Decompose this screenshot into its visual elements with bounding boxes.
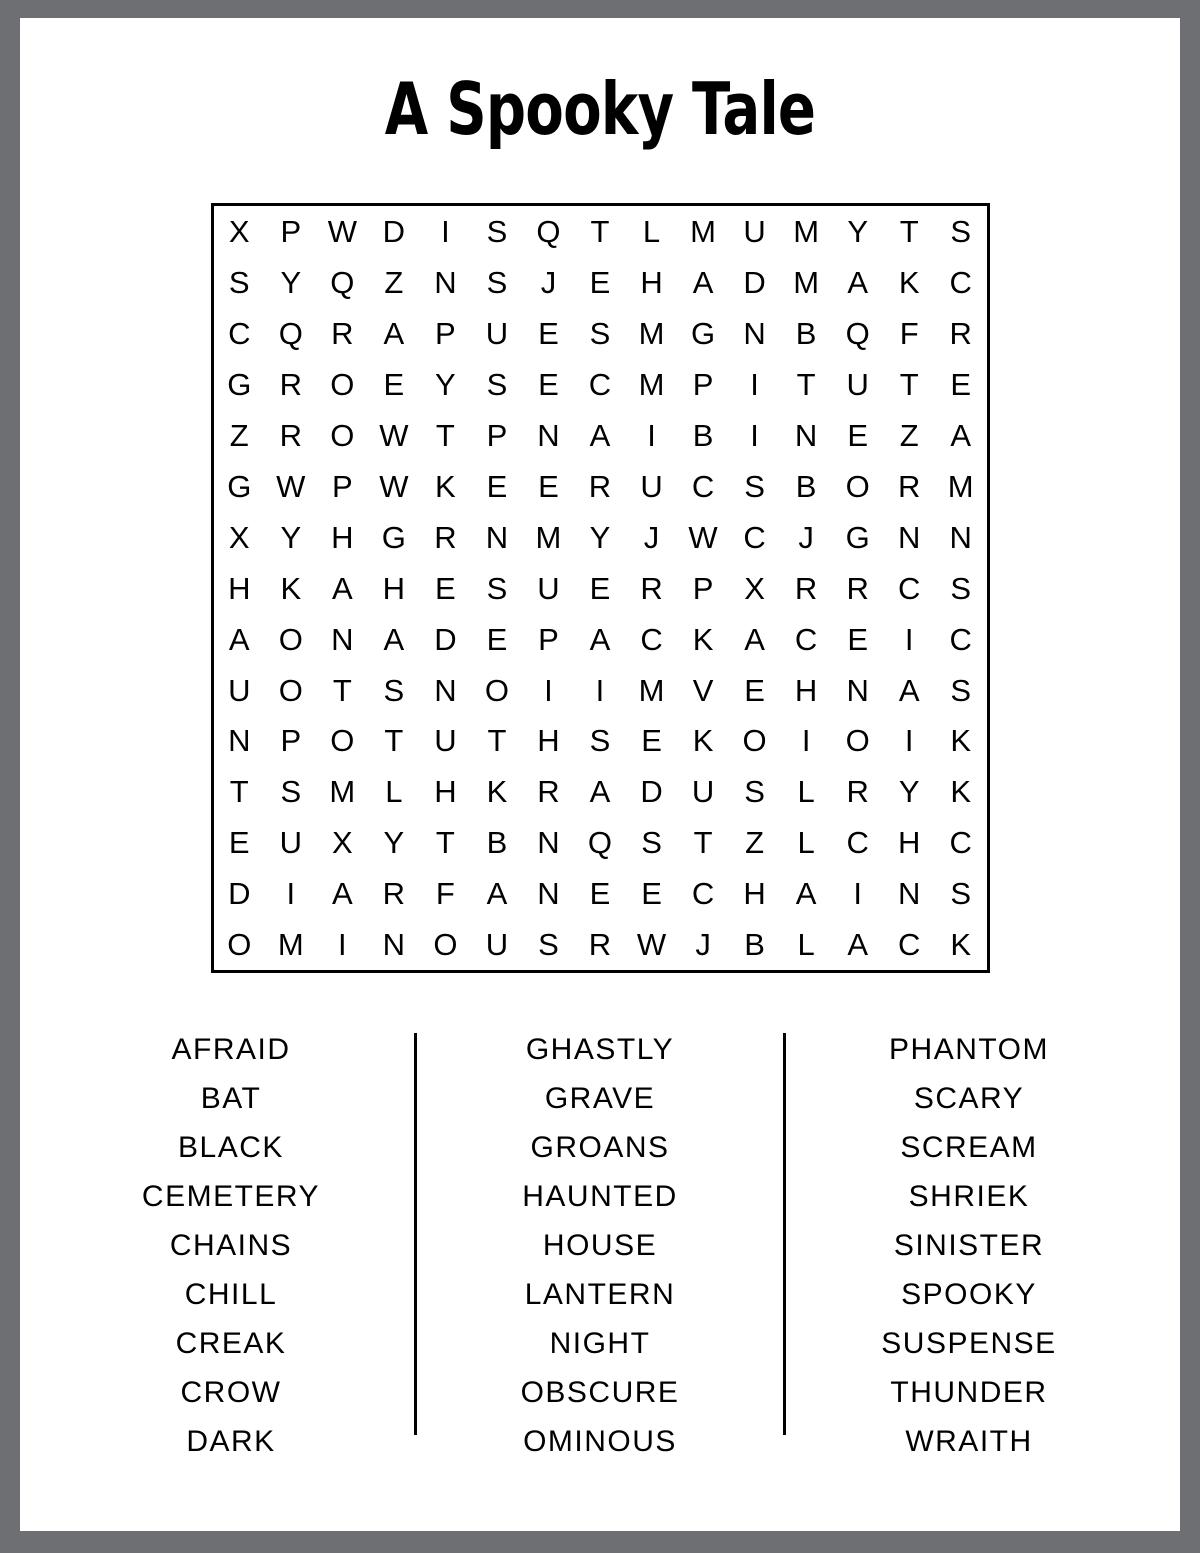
grid-cell-r1c3: W (327, 214, 357, 250)
grid-cell-r8c11: X (744, 570, 765, 606)
grid-cell-r14c10: C (691, 876, 715, 912)
grid-cell-r9c8: A (589, 621, 611, 657)
grid-cell-r11c7: H (537, 723, 560, 759)
grid-cell-r3c12: B (795, 316, 817, 352)
grid-cell-r4c11: I (750, 366, 759, 402)
grid-cell-r13c5: T (435, 825, 455, 861)
grid-cell-r4c12: T (796, 366, 816, 402)
grid-cell-r2c3: Q (330, 265, 355, 301)
grid-cell-r9c1: A (228, 621, 250, 657)
grid-cell-r4c6: S (486, 366, 508, 402)
grid-cell-r8c8: E (589, 570, 611, 606)
grid-cell-r10c4: S (383, 672, 405, 708)
grid-cell-r5c10: B (692, 417, 714, 453)
grid-cell-r3c8: S (589, 316, 611, 352)
grid-cell-r14c13: I (853, 876, 862, 912)
grid-cell-r7c8: Y (589, 519, 611, 555)
grid-cell-r11c5: U (434, 723, 457, 759)
grid-cell-r10c15: S (950, 672, 972, 708)
grid-cell-r14c2: I (286, 876, 296, 912)
grid-cell-r11c11: O (742, 723, 767, 759)
grid-cell-r4c3: O (330, 366, 355, 402)
grid-cell-r3c9: M (638, 316, 665, 352)
grid-cell-r7c13: G (845, 519, 870, 555)
grid-cell-r15c15: K (950, 927, 972, 963)
grid-cell-r15c9: W (636, 927, 667, 963)
grid-cell-r1c2: P (280, 214, 302, 250)
grid-cell-r8c9: R (640, 570, 663, 606)
grid-cell-r15c12: L (797, 927, 815, 963)
grid-cell-r8c12: R (794, 570, 818, 606)
grid-cell-r14c6: A (486, 876, 508, 912)
word-haunted: HAUNTED (522, 1180, 678, 1214)
grid-cell-r1c10: M (690, 214, 716, 250)
grid-cell-r12c6: K (486, 774, 508, 810)
word-search-grid (211, 203, 990, 973)
grid-cell-r9c6: E (486, 621, 508, 657)
grid-cell-r7c10: W (688, 519, 718, 555)
grid-cell-r12c5: H (434, 774, 457, 810)
grid-cell-r9c14: I (904, 621, 914, 657)
word-list-column-3 (786, 1025, 1152, 1466)
grid-cell-r7c3: H (331, 519, 354, 555)
grid-cell-r12c11: S (744, 774, 765, 810)
word-suspense: SUSPENSE (881, 1327, 1057, 1361)
grid-cell-r10c14: A (898, 672, 920, 708)
grid-cell-r11c4: T (384, 723, 404, 759)
grid-cell-r10c10: V (692, 672, 714, 708)
grid-cell-r15c14: C (897, 927, 921, 963)
grid-cell-r13c1: E (228, 825, 250, 861)
word-list (48, 1025, 1152, 1466)
grid-cell-r6c8: R (588, 468, 612, 504)
grid-cell-r2c7: J (540, 265, 557, 301)
grid-cell-r14c9: E (641, 876, 662, 912)
grid-cell-r15c10: J (695, 927, 711, 963)
grid-cell-r11c13: O (845, 723, 870, 759)
grid-cell-r12c3: M (329, 774, 356, 810)
grid-cell-r13c7: N (537, 825, 560, 861)
grid-cell-r5c1: Z (229, 417, 249, 453)
grid-cell-r15c8: R (588, 927, 612, 963)
grid-cell-r10c8: I (595, 672, 605, 708)
grid-cell-r7c4: G (381, 519, 406, 555)
grid-cell-r6c12: B (795, 468, 817, 504)
grid-cell-r12c12: L (797, 774, 815, 810)
grid-cell-r11c15: K (950, 723, 972, 759)
word-creak: CREAK (175, 1327, 287, 1361)
grid-cell-r15c1: O (227, 927, 252, 963)
grid-cell-r3c10: G (691, 316, 716, 352)
grid-cell-r15c11: B (744, 927, 765, 963)
grid-cell-r3c11: N (743, 316, 766, 352)
grid-cell-r4c4: E (383, 366, 405, 402)
grid-cell-r14c5: F (435, 876, 455, 912)
grid-cell-r9c3: N (331, 621, 354, 657)
grid-cell-r6c1: G (227, 468, 252, 504)
grid-cell-r4c13: U (846, 366, 869, 402)
grid-cell-r7c12: J (798, 519, 814, 555)
grid-cell-r7c5: R (434, 519, 457, 555)
grid-cell-r5c3: O (330, 417, 355, 453)
grid-cell-r11c8: S (589, 723, 611, 759)
grid-cell-r2c6: S (486, 265, 508, 301)
word-black: BLACK (178, 1131, 284, 1165)
grid-cell-r11c10: K (692, 723, 714, 759)
grid-cell-r8c13: R (846, 570, 869, 606)
grid-cell-r12c14: Y (898, 774, 920, 810)
grid-cell-r7c11: C (743, 519, 766, 555)
word-afraid: AFRAID (171, 1033, 291, 1067)
grid-cell-r1c6: S (486, 214, 508, 250)
grid-cell-r7c6: N (485, 519, 509, 555)
grid-cell-r10c2: O (278, 672, 303, 708)
grid-cell-r8c14: C (897, 570, 921, 606)
grid-cell-r1c15: S (950, 214, 972, 250)
grid-cell-r9c9: C (640, 621, 663, 657)
grid-cell-r5c8: A (589, 417, 611, 453)
grid-cell-r6c2: W (276, 468, 306, 504)
grid-cell-r11c6: T (487, 723, 507, 759)
grid-cell-r2c12: M (793, 265, 820, 301)
grid-cell-r2c13: A (847, 265, 868, 301)
grid-cell-r15c4: N (382, 927, 406, 963)
grid-cell-r5c14: Z (899, 417, 919, 453)
grid-cell-r12c1: T (229, 774, 249, 810)
word-bat: BAT (200, 1082, 262, 1116)
grid-cell-r2c8: E (589, 265, 611, 301)
grid-cell-r4c14: T (899, 366, 919, 402)
grid-cell-r9c11: A (744, 621, 765, 657)
grid-cell-r14c4: R (382, 876, 406, 912)
word-ominous: OMINOUS (523, 1425, 677, 1459)
grid-cell-r1c5: I (441, 214, 450, 250)
grid-cell-r6c6: E (486, 468, 508, 504)
grid-cell-r14c15: S (950, 876, 972, 912)
grid-cell-r8c2: K (280, 570, 302, 606)
grid-cell-r11c12: I (801, 723, 811, 759)
grid-cell-r12c4: L (385, 774, 403, 810)
grid-cell-r8c7: U (537, 570, 560, 606)
grid-cell-r8c1: H (228, 570, 251, 606)
grid-cell-r4c9: M (638, 366, 665, 402)
grid-cell-r10c13: N (846, 672, 869, 708)
grid-cell-r13c14: H (897, 825, 921, 861)
grid-cell-r13c12: L (797, 825, 815, 861)
grid-cell-r7c7: M (535, 519, 562, 555)
word-wraith: WRAITH (905, 1425, 1033, 1459)
grid-cell-r15c6: U (485, 927, 509, 963)
grid-cell-r6c10: C (691, 468, 715, 504)
word-list-column-1 (48, 1025, 414, 1466)
grid-cell-r14c1: D (228, 876, 251, 912)
grid-cell-r4c2: R (279, 366, 302, 402)
grid-cell-r6c3: P (331, 468, 353, 504)
grid-cell-r3c2: Q (278, 316, 303, 352)
grid-cell-r14c3: A (331, 876, 353, 912)
grid-cell-r2c14: K (898, 265, 920, 301)
grid-cell-r1c9: L (642, 214, 661, 250)
grid-cell-r5c2: R (279, 417, 302, 453)
word-chains: CHAINS (169, 1229, 293, 1263)
grid-cell-r8c4: H (382, 570, 406, 606)
grid-cell-r2c10: A (692, 265, 714, 301)
grid-cell-r10c7: I (544, 672, 553, 708)
grid-cell-r6c13: O (845, 468, 870, 504)
grid-cell-r14c7: N (537, 876, 560, 912)
grid-cell-r9c15: C (949, 621, 972, 657)
grid-cell-r10c5: N (434, 672, 457, 708)
grid-cell-r13c3: X (331, 825, 353, 861)
grid-cell-r1c11: U (743, 214, 766, 250)
grid-cell-r15c13: A (847, 927, 868, 963)
grid-cell-r1c4: D (382, 214, 406, 250)
grid-cell-r8c6: S (486, 570, 508, 606)
grid-cell-r3c3: R (331, 316, 354, 352)
word-shriek: SHRIEK (908, 1180, 1030, 1214)
word-night: NIGHT (549, 1327, 651, 1361)
grid-cell-r3c13: Q (845, 316, 870, 352)
grid-cell-r4c7: E (538, 366, 559, 402)
grid-cell-r4c8: C (588, 366, 612, 402)
grid-cell-r2c2: Y (280, 265, 302, 301)
grid-cell-r13c15: C (949, 825, 972, 861)
grid-cell-r7c2: Y (280, 519, 302, 555)
grid-cell-r8c10: P (692, 570, 714, 606)
grid-cell-r14c8: E (589, 876, 611, 912)
grid-cell-r5c4: W (379, 417, 409, 453)
grid-cell-r14c14: N (897, 876, 921, 912)
word-scream: SCREAM (900, 1131, 1038, 1165)
grid-cell-r12c15: K (950, 774, 972, 810)
grid-cell-r5c12: N (794, 417, 818, 453)
grid-cell-r3c1: C (228, 316, 251, 352)
grid-cell-r6c7: E (538, 468, 559, 504)
word-sinister: SINISTER (893, 1229, 1045, 1263)
grid-cell-r15c5: O (433, 927, 458, 963)
grid-cell-r5c7: N (537, 417, 560, 453)
word-phantom: PHANTOM (889, 1033, 1049, 1067)
grid-cell-r5c13: E (847, 417, 868, 453)
grid-cell-r3c14: F (899, 316, 919, 352)
grid-cell-r5c11: I (750, 417, 759, 453)
grid-cell-r13c13: C (846, 825, 869, 861)
grid-cell-r11c14: I (904, 723, 914, 759)
grid-cell-r2c5: N (434, 265, 457, 301)
grid-cell-r8c3: A (331, 570, 353, 606)
grid-cell-r6c9: U (640, 468, 663, 504)
word-spooky: SPOOKY (901, 1278, 1037, 1312)
grid-cell-r3c5: P (435, 316, 456, 352)
word-obscure: OBSCURE (520, 1376, 680, 1410)
grid-cell-r9c4: A (383, 621, 405, 657)
grid-cell-r4c10: P (692, 366, 714, 402)
grid-cell-r8c5: E (435, 570, 456, 606)
grid-cell-r2c15: C (949, 265, 972, 301)
grid-cell-r1c12: M (793, 214, 820, 250)
grid-cell-r7c15: N (949, 519, 972, 555)
grid-cell-r4c1: G (227, 366, 252, 402)
grid-cell-r4c15: E (950, 366, 972, 402)
grid-cell-r12c9: D (640, 774, 663, 810)
word-groans: GROANS (530, 1131, 670, 1165)
grid-cell-r7c9: J (643, 519, 660, 555)
grid-cell-r2c9: H (640, 265, 663, 301)
grid-cell-r6c14: R (897, 468, 921, 504)
word-thunder: THUNDER (890, 1376, 1048, 1410)
word-chill: CHILL (184, 1278, 278, 1312)
grid-cell-r12c2: S (280, 774, 302, 810)
grid-cell-r5c9: I (647, 417, 656, 453)
grid-cell-r12c8: A (589, 774, 611, 810)
grid-cell-r6c11: S (744, 468, 765, 504)
grid-cell-r2c4: Z (384, 265, 404, 301)
grid-cell-r9c5: D (434, 621, 457, 657)
grid-cell-r10c6: O (484, 672, 509, 708)
word-crow: CROW (180, 1376, 282, 1410)
grid-cell-r10c9: M (638, 672, 665, 708)
word-ghastly: GHASTLY (525, 1033, 675, 1067)
grid-cell-r7c14: N (897, 519, 921, 555)
word-grave: GRAVE (544, 1082, 656, 1116)
grid-cell-r10c3: T (332, 672, 352, 708)
grid-cell-r6c15: M (947, 468, 974, 504)
word-lantern: LANTERN (524, 1278, 676, 1312)
grid-cell-r14c12: A (795, 876, 817, 912)
grid-cell-r1c7: Q (536, 214, 561, 250)
grid-cell-r13c11: Z (745, 825, 765, 861)
grid-cell-r8c15: S (950, 570, 972, 606)
grid-cell-r11c2: P (280, 723, 302, 759)
puzzle-page (20, 18, 1180, 1531)
grid-cell-r15c2: M (277, 927, 304, 963)
grid-cell-r3c7: E (538, 316, 559, 352)
grid-cell-r11c1: N (228, 723, 251, 759)
grid-cell-r5c15: A (950, 417, 972, 453)
grid-cell-r1c8: T (590, 214, 610, 250)
grid-cell-r5c6: P (486, 417, 508, 453)
grid-cell-r3c4: A (383, 316, 405, 352)
grid-cell-r3c6: U (485, 316, 509, 352)
word-dark: DARK (186, 1425, 276, 1459)
grid-cell-r2c1: S (228, 265, 250, 301)
grid-cell-r12c10: U (691, 774, 715, 810)
grid-cell-r9c13: E (847, 621, 868, 657)
word-cemetery: CEMETERY (141, 1180, 321, 1214)
grid-cell-r10c1: U (228, 672, 251, 708)
grid-cell-r1c14: T (899, 214, 919, 250)
grid-cell-r9c12: C (794, 621, 818, 657)
grid-cell-r13c9: S (641, 825, 662, 861)
grid-cell-r13c4: Y (383, 825, 405, 861)
grid-cell-r13c8: Q (587, 825, 613, 861)
grid-cell-r12c7: R (537, 774, 560, 810)
grid-cell-r15c7: S (538, 927, 559, 963)
grid-cell-r15c3: I (338, 927, 347, 963)
grid-cell-r1c1: X (228, 214, 250, 250)
word-scary: SCARY (913, 1082, 1025, 1116)
grid-cell-r3c15: R (949, 316, 972, 352)
grid-cell-r10c12: H (794, 672, 818, 708)
grid-cell-r6c4: W (379, 468, 409, 504)
grid-cell-r7c1: X (228, 519, 250, 555)
word-house: HOUSE (542, 1229, 658, 1263)
grid-cell-r14c11: H (743, 876, 766, 912)
grid-cell-r5c5: T (435, 417, 455, 453)
grid-cell-r11c3: O (330, 723, 355, 759)
grid-cell-r9c2: O (278, 621, 303, 657)
grid-cell-r6c5: K (435, 468, 456, 504)
grid-cell-r9c10: K (692, 621, 714, 657)
grid-cell-r10c11: E (744, 672, 765, 708)
puzzle-title: A Spooky Tale (384, 67, 816, 151)
grid-cell-r4c5: Y (435, 366, 456, 402)
grid-cell-r13c2: U (279, 825, 302, 861)
grid-cell-r2c11: D (743, 265, 766, 301)
grid-cell-r12c13: R (846, 774, 869, 810)
word-list-column-2 (417, 1025, 783, 1466)
grid-cell-r11c9: E (641, 723, 662, 759)
grid-cell-r1c13: Y (847, 214, 868, 250)
grid-cell-r13c10: T (693, 825, 713, 861)
grid-cell-r9c7: P (538, 621, 559, 657)
grid-cell-r13c6: B (486, 825, 508, 861)
